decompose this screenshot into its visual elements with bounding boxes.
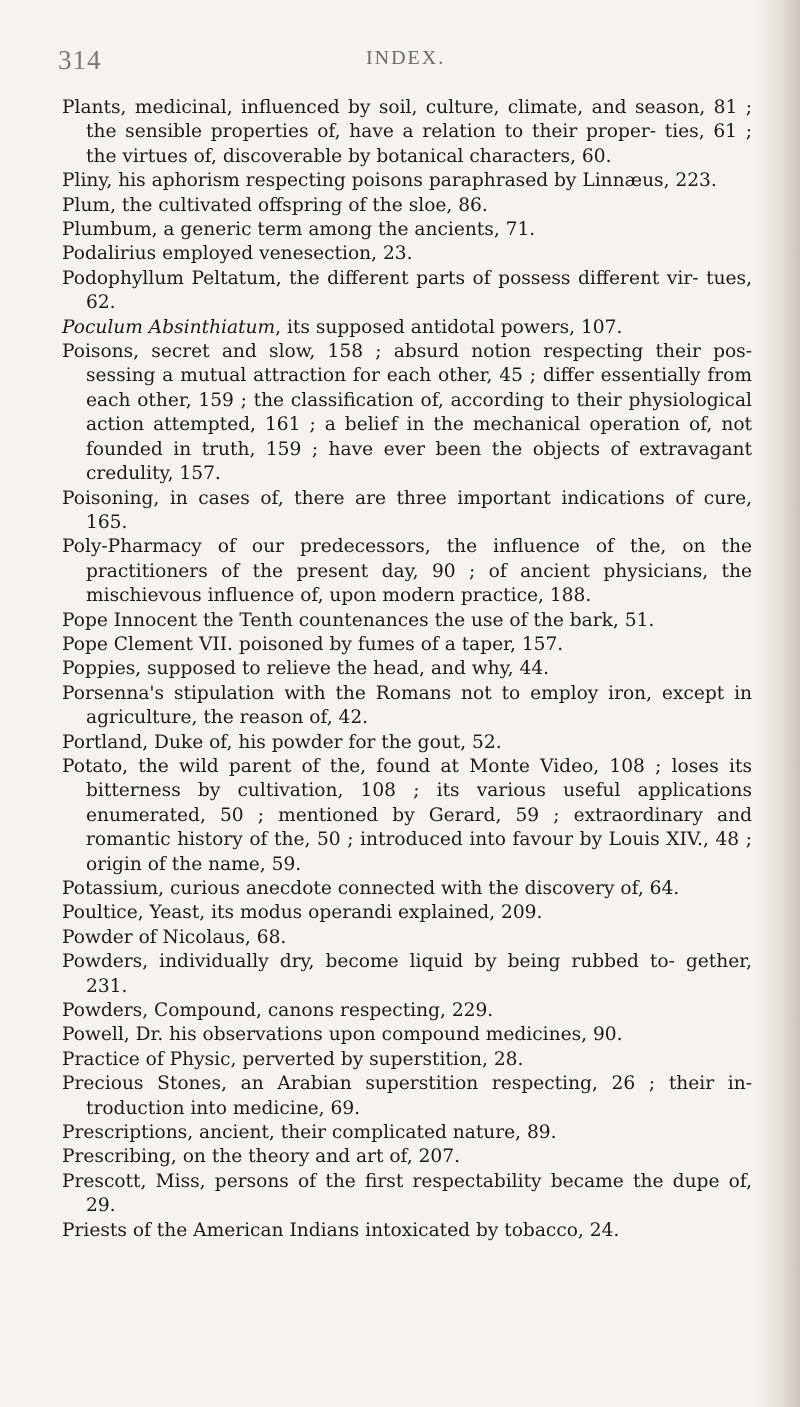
index-entry [62,1048,752,1072]
entry-text: Podophyllum Peltatum, the different parts of possess different vir- tues, 62. [62,267,752,314]
index-entry [62,731,752,755]
entry-text: Pope Clement VII. poisoned by fumes of a taper, 157. [62,633,564,655]
index-entry [62,682,752,731]
page-number: 314 [58,45,102,75]
index-entry [62,609,752,633]
index-entry [62,901,752,925]
index-entry [62,755,752,877]
entry-text: Porsenna's stipulation with the Romans not to employ iron, except in agriculture, the reason of, 42. [62,682,752,729]
index-entries [62,96,752,1243]
entry-text: Practice of Physic, perverted by superstition, 28. [62,1048,524,1070]
index-entry [62,242,752,266]
entry-text: Poly-Pharmacy of our predecessors, the influence of the, on the practitioners of the present day, 90 ; of ancient physicians, the mischievous influence of, upon modern practice, 188. [62,536,752,607]
entry-text: Poppies, supposed to relieve the head, and why, 44. [62,658,550,680]
page-header [58,45,758,85]
index-entry [62,267,752,316]
index-entry [62,926,752,950]
entry-text: Prescribing, on the theory and art of, 207. [62,1146,460,1168]
entry-text: Plum, the cultivated offspring of the sloe, 86. [62,194,488,216]
entry-text: Potassium, curious anecdote connected with the discovery of, 64. [62,878,680,899]
running-head: INDEX. [366,47,446,69]
index-entry [62,1121,752,1145]
index-entry [62,633,752,657]
entry-text: , its supposed antidotal powers, 107. [275,316,623,338]
index-entry [62,96,752,169]
index-entry [62,877,752,901]
index-entry [62,1145,752,1169]
index-entry [62,950,752,999]
entry-text: Pope Innocent the Tenth countenances the use of the bark, 51. [62,609,655,631]
entry-text: Priests of the American Indians intoxicated by tobacco, 24. [62,1219,620,1241]
entry-text: Powders, individually dry, become liquid by being rubbed to- gether, 231. [62,951,752,997]
index-entry [62,657,752,681]
entry-text: Potato, the wild parent of the, found at Monte Video, 108 ; loses its bitterness by cultivation, 108 ; its various useful applications enumerated, 50 ; mentioned by Gerard, 59 ; extraordinary and romantic history of the, 50 ; introduced into favour by Louis XIV., 48 ; origin of the name, 59. [62,755,752,875]
entry-text: Plants, medicinal, influenced by soil, culture, climate, and season, 81 ; the sensible properties of, have a relation to their proper- ties, 61 ; the virtues of, discoverable by botanical characters, 60. [62,97,752,167]
entry-text: Poultice, Yeast, its modus operandi explained, 209. [62,902,543,924]
entry-text: Powell, Dr. his observations upon compound medicines, 90. [62,1024,623,1046]
index-entry [62,218,752,242]
index-entry [62,340,752,486]
entry-text: Prescriptions, ancient, their complicated nature, 89. [62,1122,557,1144]
entry-text: Powders, Compound, canons respecting, 229. [62,1000,494,1022]
index-entry [62,316,752,340]
index-entry [62,1170,752,1219]
entry-text: Podalirius employed venesection, 23. [62,243,413,265]
entry-italic-lead: Poculum Absinthiatum [62,316,276,338]
entry-text: Poisons, secret and slow, 158 ; absurd notion respecting their pos- sessing a mutual attraction for each other, 45 ; differ essentially from each other, 159 ; the classification of, according to their physiological action attempted, 161 ; a belief in the mechanical operation of, not founded in truth, 159 ; have ever been the objects of extravagant credulity, 157. [62,341,752,485]
index-entry [62,1023,752,1047]
entry-text: Prescott, Miss, persons of the first respectability became the dupe of, 29. [62,1170,752,1217]
index-entry [62,194,752,218]
entry-text: Powder of Nicolaus, 68. [62,926,287,948]
entry-text: Pliny, his aphorism respecting poisons paraphrased by Linnæus, 223. [62,170,717,192]
index-entry [62,999,752,1023]
index-entry [62,1219,752,1243]
index-entry [62,1072,752,1121]
entry-text: Plumbum, a generic term among the ancients, 71. [62,219,536,241]
entry-text: Portland, Duke of, his powder for the gout, 52. [62,731,502,753]
index-entry [62,487,752,536]
index-entry [62,535,752,608]
entry-text: Precious Stones, an Arabian superstition respecting, 26 ; their in- troduction into medicine, 69. [62,1073,752,1119]
entry-text: Poisoning, in cases of, there are three important indications of cure, 165. [62,487,752,533]
index-entry [62,169,752,193]
